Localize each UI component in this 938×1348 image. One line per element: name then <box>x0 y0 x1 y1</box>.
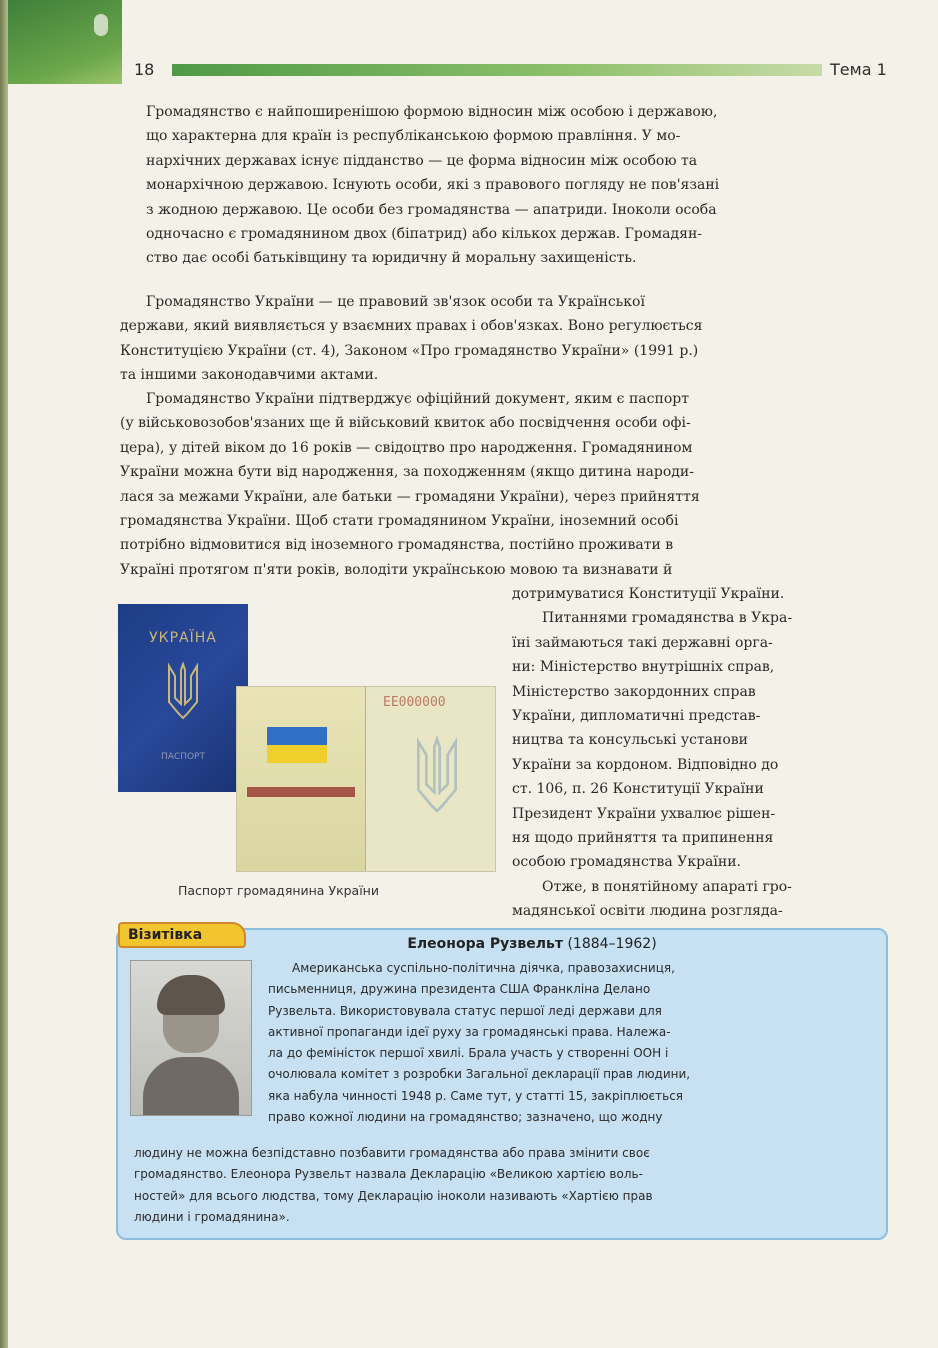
text-line: ництва та консульські установи <box>512 732 749 749</box>
text-line: України за кордоном. Відповідно до <box>512 756 779 773</box>
paragraph-citizenship-forms <box>146 100 892 271</box>
text-line: мадянської освіти людина розгляда- <box>512 903 783 920</box>
passport-country-text: УКРАЇНА <box>149 630 217 646</box>
text-line: письменниця, дружина президента США Франкліна Делано <box>268 982 651 997</box>
text-line: Конституцією України (ст. 4), Законом «Про громадянство України» (1991 р.) <box>120 342 699 359</box>
text-line: дотримуватися Конституції України. <box>512 586 785 602</box>
text-line: яка набула чинності 1948 р. Саме тут, у статті 15, закріплюється <box>268 1088 684 1103</box>
person-name: Елеонора Рузвельт <box>407 936 564 952</box>
trident-watermark-icon <box>413 735 461 815</box>
text-line: цера), у дітей віком до 16 років — свідоцтво про народження. Громадянином <box>120 439 693 456</box>
text-line: лася за межами України, але батьки — громадяни України), через прийняття <box>120 488 700 505</box>
text-line: України, дипломатичні представ- <box>512 708 761 725</box>
text-line: ство дає особі батьківщину та юридичну й моральну захищеність. <box>146 250 637 267</box>
text-line: потрібно відмовитися від іноземного громадянства, постійно проживати в <box>120 537 674 554</box>
passport-serial: ЕЕ000000 <box>383 695 446 710</box>
passport-open-pages <box>236 686 496 872</box>
paragraph-state-bodies <box>512 582 892 924</box>
text-line: Міністерство закордонних справ <box>512 683 756 700</box>
text-line: (у військовозобов'язаних ще й військовий квиток або посвідчення особи офі- <box>120 415 691 432</box>
corner-tab <box>8 0 122 84</box>
text-line: Рузвельта. Використовувала статус першої леді держави для <box>268 1003 662 1018</box>
text-line: монархічною державою. Існують особи, які з правового погляду не пов'язані <box>146 177 720 194</box>
text-line: ст. 106, п. 26 Конституції України <box>512 781 764 798</box>
text-line: людину не можна безпідставно позбавити громадянства або права змінити своє <box>134 1146 650 1160</box>
paragraph-ukraine-citizenship <box>120 290 892 388</box>
vizytivka-title <box>116 936 888 952</box>
passport-photo <box>118 600 498 872</box>
person-years: (1884–1962) <box>567 936 657 952</box>
text-line: активної пропаганди ідеї руху за громадянські права. Належа- <box>268 1024 671 1039</box>
text-line: право кожної людини на громадянство; зазначено, що жодну <box>268 1110 663 1125</box>
text-line: та іншими законодавчими актами. <box>120 367 379 384</box>
header-bar <box>172 64 822 76</box>
text-line: ностей» для всього людства, тому Декларацію іноколи називають «Хартією прав <box>134 1188 653 1203</box>
text-line: Громадянство є найпоширенішою формою відносин між особою і державою, <box>146 104 718 120</box>
text-line: особою громадянства України. <box>512 854 741 871</box>
pin-icon <box>94 14 108 36</box>
text-line: нархічних державах існує підданство — це форма відносин між особою та <box>146 152 698 169</box>
text-line: ла до феміністок першої хвилі. Брала участь у створенні ООН і <box>268 1046 669 1061</box>
topic-label: Тема 1 <box>830 60 887 79</box>
vizytivka-text-beside-photo <box>268 958 872 1128</box>
text-line: України можна бути від народження, за походженням (якщо дитина народи- <box>120 464 694 481</box>
text-line: їні займаються такі державні орга- <box>512 634 773 651</box>
text-line: Питаннями громадянства в Укра- <box>542 610 793 627</box>
paragraph-passport <box>120 387 892 582</box>
vizytivka-text-full <box>134 1143 872 1228</box>
portrait-photo <box>130 960 252 1116</box>
passport-title-band <box>247 787 355 797</box>
page-edge <box>0 0 8 1348</box>
text-line: з жодною державою. Це особи без громадянства — апатриди. Іноколи особа <box>146 201 717 218</box>
text-line: Громадянство України підтверджує офіційний документ, яким є паспорт <box>146 391 689 407</box>
text-line: Україні протягом п'яти років, володіти українською мовою та визнавати й <box>120 561 673 578</box>
vizytivka-tag: Візитівка <box>118 922 246 948</box>
text-line: громадянство. Елеонора Рузвельт назвала Декларацію «Великою хартією воль- <box>134 1167 643 1182</box>
page-number: 18 <box>134 60 155 79</box>
text-line: що характерна для країн із республіканською формою правління. У мо- <box>146 128 681 145</box>
text-line: громадянства України. Щоб стати громадянином України, іноземний особі <box>120 513 679 530</box>
passport-cover <box>118 604 248 792</box>
figure-caption: Паспорт громадянина України <box>178 883 379 898</box>
text-line: ня щодо прийняття та припинення <box>512 830 774 847</box>
passport-subtext: ПАСПОРТ <box>161 752 205 762</box>
passport-left-page <box>237 687 366 871</box>
flag-icon <box>267 727 327 763</box>
text-line: Громадянство України — це правовий зв'язок особи та Української <box>146 294 645 310</box>
text-line: держави, який виявляється у взаємних правах і обов'язках. Воно регулюється <box>120 318 703 335</box>
text-line: людини і громадянина». <box>134 1209 290 1224</box>
text-line: Американська суспільно-політична діячка, правозахисниця, <box>292 961 675 975</box>
text-line: Отже, в понятійному апараті гро- <box>542 878 792 895</box>
text-line: Президент України ухвалює рішен- <box>512 805 776 822</box>
trident-icon <box>165 662 201 720</box>
text-line: очолювала комітет з розробки Загальної декларації прав людини, <box>268 1067 691 1082</box>
text-line: одночасно є громадянином двох (біпатрид) або кількох держав. Громадян- <box>146 226 703 243</box>
text-line: ни: Міністерство внутрішніх справ, <box>512 659 775 676</box>
